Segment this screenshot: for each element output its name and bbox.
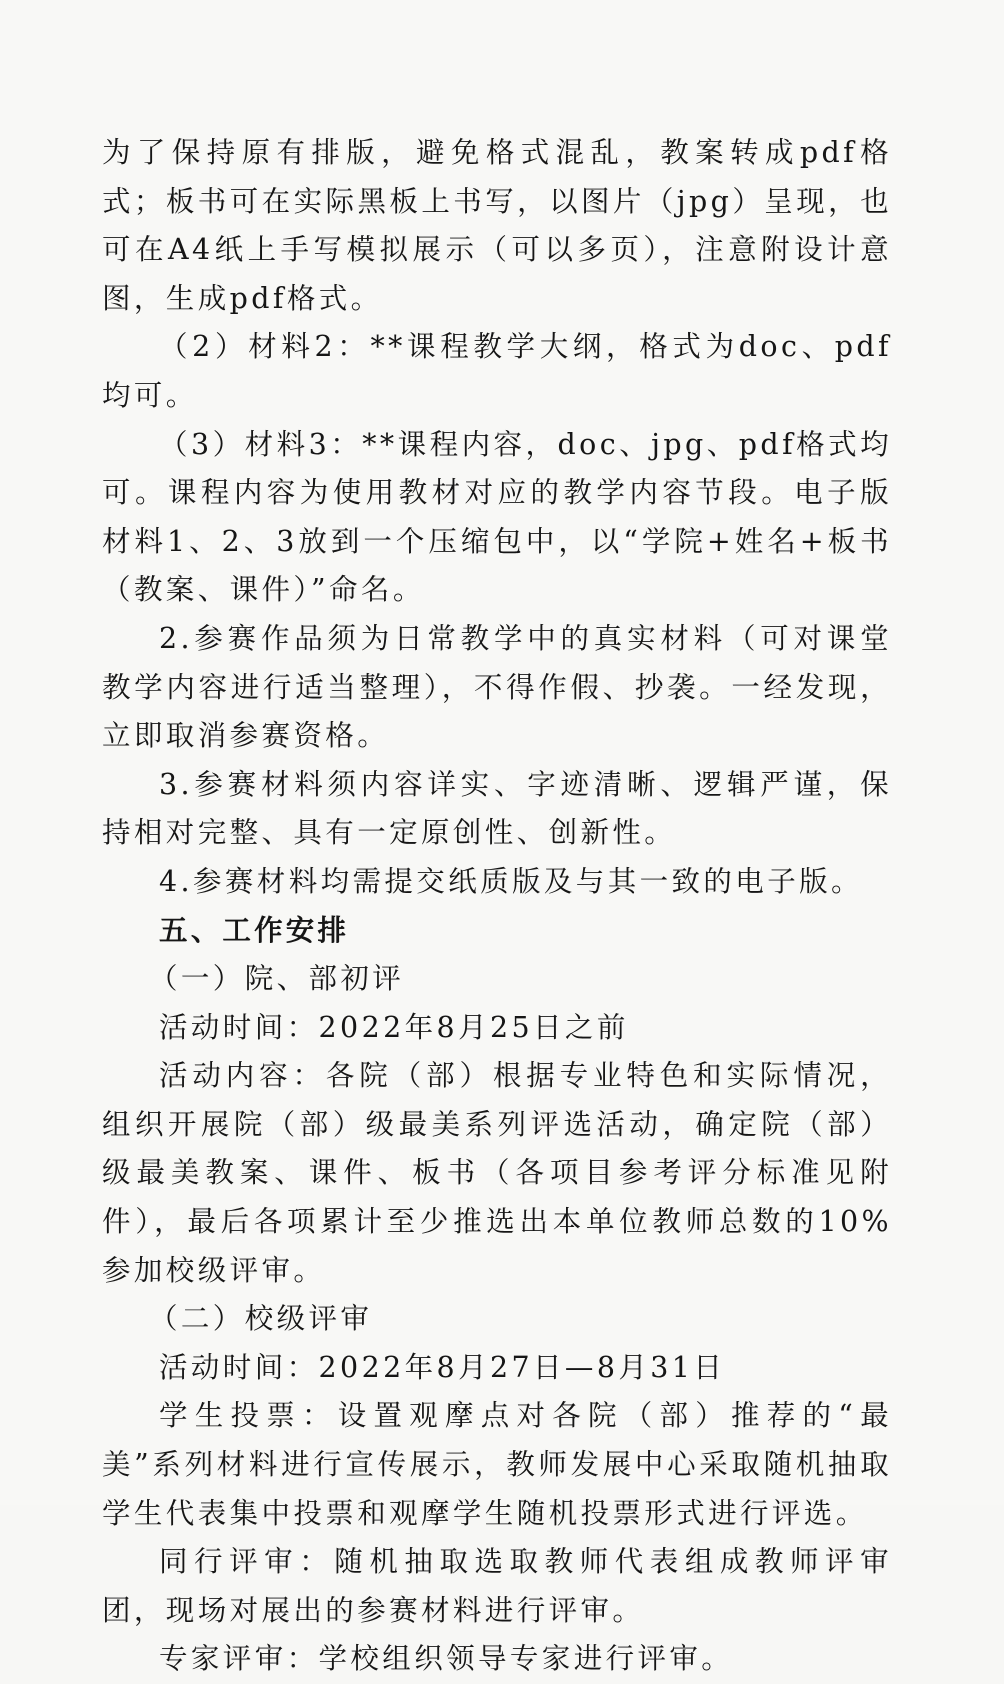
paragraph-preliminary-time: 活动时间：2022年8月25日之前 — [159, 1010, 629, 1044]
paragraph-expert-review: 专家评审：学校组织领导专家进行评审。 — [159, 1642, 734, 1676]
paragraph-student-vote: 学生投票：设置观摩点对各院（部）推荐的“最美”系列材料进行宣传展示，教师发展中心采取随机抽取学生代表集中投票和观摩学生随机投票形式进行评选。 — [102, 1399, 892, 1530]
paragraph-material-3: （3）材料3：**课程内容，doc、jpg、pdf格式均可。课程内容为使用教材对应的教学内容节段。电子版材料1、2、3放到一个压缩包中，以“学院+姓名+板书（教案、课件）”命名。 — [102, 427, 892, 607]
subheading-preliminary-review: （一）院、部初评 — [149, 962, 405, 996]
section-heading-work-arrangement: 五、工作安排 — [159, 913, 350, 947]
subheading-school-review: （二）校级评审 — [149, 1302, 373, 1336]
paragraph-material-2: （2）材料2：**课程教学大纲，格式为doc、pdf均可。 — [102, 330, 892, 412]
document-body — [102, 129, 892, 1684]
paragraph-rule-4: 4.参赛材料均需提交纸质版及与其一致的电子版。 — [159, 864, 863, 898]
paragraph-school-time: 活动时间：2022年8月27日—8月31日 — [159, 1350, 726, 1384]
paragraph-rule-3: 3.参赛材料须内容详实、字迹清晰、逻辑严谨，保持相对完整、具有一定原创性、创新性。 — [102, 767, 892, 850]
paragraph-preliminary-content: 活动内容：各院（部）根据专业特色和实际情况，组织开展院（部）级最美系列评选活动，确定院（部）级最美教案、课件、板书（各项目参考评分标准见附件），最后各项累计至少推选出本单位教师总数的10%参加校级评审。 — [102, 1059, 892, 1287]
paragraph-rule-2: 2.参赛作品须为日常教学中的真实材料（可对课堂教学内容进行适当整理），不得作假、抄袭。一经发现，立即取消参赛资格。 — [102, 621, 892, 753]
paragraph-peer-review: 同行评审：随机抽取选取教师代表组成教师评审团，现场对展出的参赛材料进行评审。 — [102, 1545, 892, 1627]
paragraph-format-notes: 为了保持原有排版，避免格式混乱，教案转成pdf格式；板书可在实际黑板上书写，以图片（jpg）呈现，也可在A4纸上手写模拟展示（可以多页），注意附设计意图，生成pdf格式。 — [102, 136, 892, 315]
